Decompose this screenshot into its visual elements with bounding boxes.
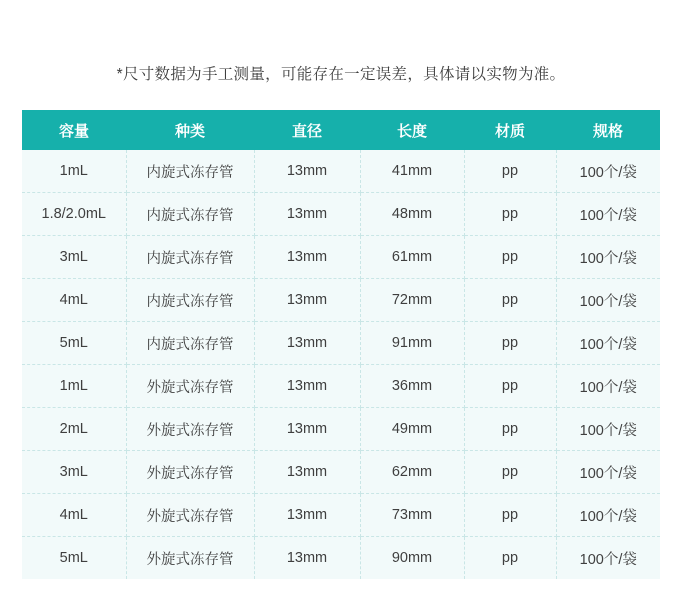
table-row [22, 537, 660, 580]
cell-length: 62mm [360, 451, 464, 494]
cell-packing: 100个/袋 [556, 279, 660, 322]
cell-capacity: 1.8/2.0mL [22, 193, 126, 236]
table-row [22, 279, 660, 322]
cell-material: pp [464, 451, 556, 494]
cell-material: pp [464, 236, 556, 279]
cell-capacity: 5mL [22, 537, 126, 580]
column-header-length: 长度 [360, 110, 464, 150]
cell-type: 外旋式冻存管 [126, 365, 254, 408]
cell-material: pp [464, 322, 556, 365]
cell-material: pp [464, 365, 556, 408]
cell-capacity: 2mL [22, 408, 126, 451]
cell-capacity: 1mL [22, 150, 126, 193]
cell-type: 外旋式冻存管 [126, 408, 254, 451]
cell-capacity: 3mL [22, 451, 126, 494]
measurement-disclaimer: *尺寸数据为手工测量，可能存在一定误差，具体请以实物为准。 [116, 66, 566, 83]
table-row [22, 451, 660, 494]
cell-material: pp [464, 537, 556, 580]
table-row [22, 236, 660, 279]
cell-diameter: 13mm [254, 537, 360, 580]
table-row [22, 408, 660, 451]
cell-packing: 100个/袋 [556, 494, 660, 537]
column-header-type: 种类 [126, 110, 254, 150]
cell-length: 48mm [360, 193, 464, 236]
cell-material: pp [464, 494, 556, 537]
cell-length: 41mm [360, 150, 464, 193]
column-header-diameter: 直径 [254, 110, 360, 150]
cell-diameter: 13mm [254, 236, 360, 279]
cell-type: 内旋式冻存管 [126, 279, 254, 322]
cell-capacity: 1mL [22, 365, 126, 408]
cell-type: 内旋式冻存管 [126, 150, 254, 193]
cell-packing: 100个/袋 [556, 451, 660, 494]
table-row [22, 494, 660, 537]
cell-type: 外旋式冻存管 [126, 537, 254, 580]
cell-material: pp [464, 150, 556, 193]
cell-type: 内旋式冻存管 [126, 193, 254, 236]
cell-packing: 100个/袋 [556, 322, 660, 365]
cell-diameter: 13mm [254, 150, 360, 193]
cell-length: 72mm [360, 279, 464, 322]
cell-material: pp [464, 408, 556, 451]
cell-diameter: 13mm [254, 365, 360, 408]
cell-diameter: 13mm [254, 193, 360, 236]
cell-length: 73mm [360, 494, 464, 537]
specification-table [22, 110, 660, 579]
cell-diameter: 13mm [254, 322, 360, 365]
column-header-material: 材质 [464, 110, 556, 150]
table-row [22, 322, 660, 365]
table-header-row [22, 110, 660, 150]
cell-capacity: 4mL [22, 494, 126, 537]
cell-packing: 100个/袋 [556, 365, 660, 408]
column-header-capacity: 容量 [22, 110, 126, 150]
cell-type: 外旋式冻存管 [126, 494, 254, 537]
cell-diameter: 13mm [254, 451, 360, 494]
cell-packing: 100个/袋 [556, 236, 660, 279]
table-body [22, 150, 660, 579]
cell-capacity: 4mL [22, 279, 126, 322]
cell-capacity: 3mL [22, 236, 126, 279]
cell-material: pp [464, 279, 556, 322]
cell-capacity: 5mL [22, 322, 126, 365]
cell-diameter: 13mm [254, 408, 360, 451]
cell-length: 90mm [360, 537, 464, 580]
cell-length: 49mm [360, 408, 464, 451]
cell-length: 91mm [360, 322, 464, 365]
cell-packing: 100个/袋 [556, 408, 660, 451]
cell-diameter: 13mm [254, 279, 360, 322]
table-row [22, 150, 660, 193]
cell-length: 61mm [360, 236, 464, 279]
column-header-packing: 规格 [556, 110, 660, 150]
cell-type: 内旋式冻存管 [126, 236, 254, 279]
cell-type: 内旋式冻存管 [126, 322, 254, 365]
table-row [22, 193, 660, 236]
cell-diameter: 13mm [254, 494, 360, 537]
spec-table-wrapper [22, 110, 660, 579]
cell-type: 外旋式冻存管 [126, 451, 254, 494]
table-row [22, 365, 660, 408]
table-header [22, 110, 660, 150]
cell-packing: 100个/袋 [556, 193, 660, 236]
cell-packing: 100个/袋 [556, 150, 660, 193]
cell-packing: 100个/袋 [556, 537, 660, 580]
cell-material: pp [464, 193, 556, 236]
cell-length: 36mm [360, 365, 464, 408]
